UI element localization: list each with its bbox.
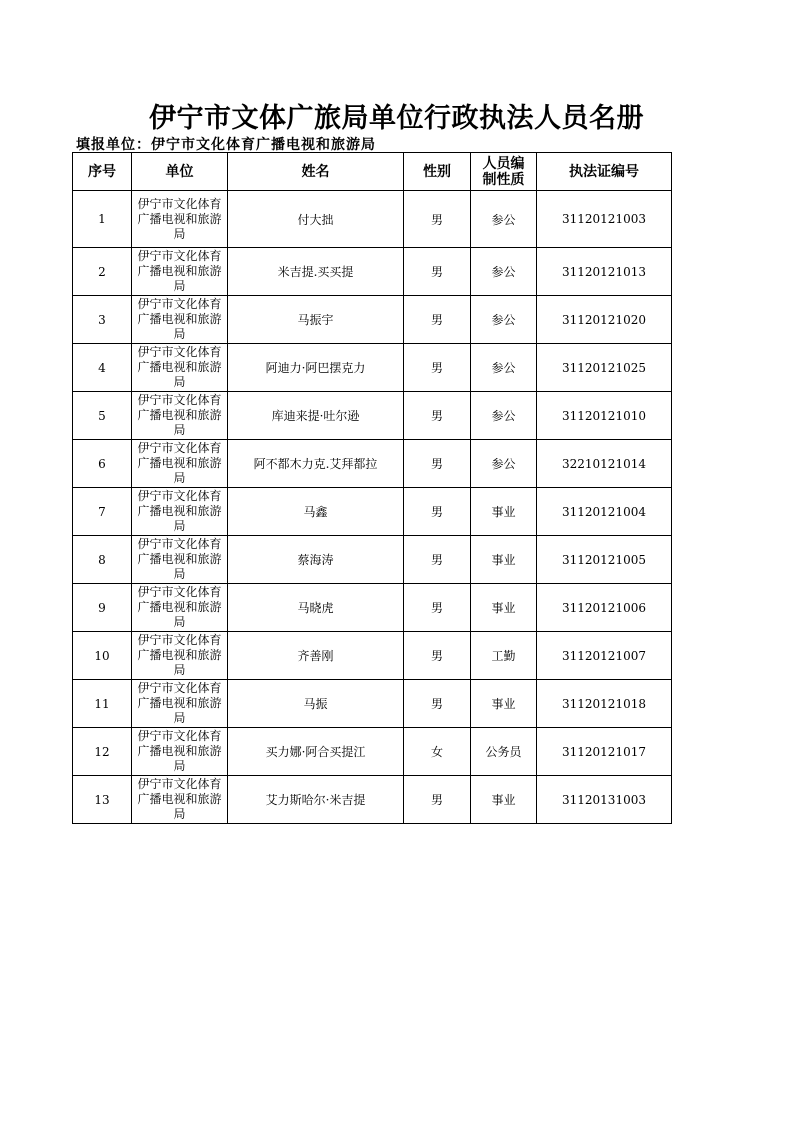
cell-unit-text: 伊宁市文化体育广播电视和旅游局 xyxy=(137,537,222,581)
cell-no: 11 xyxy=(73,680,132,728)
personnel-table xyxy=(72,152,672,824)
cell-name: 马鑫 xyxy=(228,488,404,536)
table-row xyxy=(73,680,672,728)
table-row xyxy=(73,296,672,344)
table-row xyxy=(73,191,672,248)
cell-staffing: 参公 xyxy=(471,296,537,344)
cell-unit xyxy=(132,680,228,728)
cell-unit-text: 伊宁市文化体育广播电视和旅游局 xyxy=(137,196,222,241)
cell-cert-no: 31120121003 xyxy=(537,191,672,248)
cell-no: 4 xyxy=(73,344,132,392)
cell-no: 3 xyxy=(73,296,132,344)
table-row xyxy=(73,584,672,632)
header-staffing xyxy=(471,153,537,191)
cell-unit-text: 伊宁市文化体育广播电视和旅游局 xyxy=(137,345,222,389)
table-row xyxy=(73,344,672,392)
cell-name: 阿迪力·阿巴摆克力 xyxy=(228,344,404,392)
cell-unit xyxy=(132,728,228,776)
cell-cert-no: 31120121006 xyxy=(537,584,672,632)
cell-unit-text: 伊宁市文化体育广播电视和旅游局 xyxy=(137,777,222,821)
cell-cert-no: 31120121025 xyxy=(537,344,672,392)
cell-gender: 男 xyxy=(404,248,471,296)
cell-unit xyxy=(132,392,228,440)
table-row xyxy=(73,632,672,680)
document-title: 伊宁市文体广旅局单位行政执法人员名册 xyxy=(149,103,644,134)
cell-unit xyxy=(132,488,228,536)
table-body xyxy=(73,191,672,824)
cell-no: 1 xyxy=(73,191,132,248)
cell-staffing: 参公 xyxy=(471,248,537,296)
cell-cert-no: 31120121018 xyxy=(537,680,672,728)
table-row xyxy=(73,776,672,824)
cell-unit-text: 伊宁市文化体育广播电视和旅游局 xyxy=(137,681,222,725)
cell-unit-text: 伊宁市文化体育广播电视和旅游局 xyxy=(137,249,222,293)
cell-unit xyxy=(132,344,228,392)
cell-gender: 男 xyxy=(404,344,471,392)
cell-staffing: 事业 xyxy=(471,584,537,632)
cell-gender: 男 xyxy=(404,632,471,680)
cell-unit-text: 伊宁市文化体育广播电视和旅游局 xyxy=(137,585,222,629)
table-row xyxy=(73,392,672,440)
cell-staffing: 参公 xyxy=(471,440,537,488)
cell-unit-text: 伊宁市文化体育广播电视和旅游局 xyxy=(137,729,222,773)
cell-gender: 男 xyxy=(404,191,471,248)
cell-staffing: 参公 xyxy=(471,392,537,440)
table-row xyxy=(73,488,672,536)
header-no: 序号 xyxy=(73,153,132,191)
cell-gender: 男 xyxy=(404,680,471,728)
cell-cert-no: 31120121004 xyxy=(537,488,672,536)
cell-unit xyxy=(132,440,228,488)
cell-no: 9 xyxy=(73,584,132,632)
table-row xyxy=(73,536,672,584)
cell-name: 蔡海涛 xyxy=(228,536,404,584)
cell-no: 2 xyxy=(73,248,132,296)
cell-no: 5 xyxy=(73,392,132,440)
cell-no: 7 xyxy=(73,488,132,536)
cell-name: 库迪来提·吐尔逊 xyxy=(228,392,404,440)
cell-staffing: 事业 xyxy=(471,680,537,728)
cell-name: 齐善刚 xyxy=(228,632,404,680)
cell-gender: 男 xyxy=(404,440,471,488)
cell-unit-text: 伊宁市文化体育广播电视和旅游局 xyxy=(137,441,222,485)
cell-no: 8 xyxy=(73,536,132,584)
cell-gender: 男 xyxy=(404,776,471,824)
table-row xyxy=(73,728,672,776)
table-header-row xyxy=(73,153,672,191)
cell-staffing: 事业 xyxy=(471,536,537,584)
header-name: 姓名 xyxy=(228,153,404,191)
cell-name: 阿不都木力克.艾拜都拉 xyxy=(228,440,404,488)
cell-staffing: 参公 xyxy=(471,344,537,392)
header-unit: 单位 xyxy=(132,153,228,191)
cell-unit xyxy=(132,584,228,632)
cell-unit-text: 伊宁市文化体育广播电视和旅游局 xyxy=(137,633,222,677)
cell-cert-no: 31120121007 xyxy=(537,632,672,680)
cell-staffing: 事业 xyxy=(471,488,537,536)
cell-gender: 女 xyxy=(404,728,471,776)
cell-unit xyxy=(132,776,228,824)
cell-name: 付大拙 xyxy=(228,191,404,248)
cell-staffing: 事业 xyxy=(471,776,537,824)
cell-name: 米吉提.买买提 xyxy=(228,248,404,296)
cell-cert-no: 31120121013 xyxy=(537,248,672,296)
cell-name: 马振 xyxy=(228,680,404,728)
cell-unit-text: 伊宁市文化体育广播电视和旅游局 xyxy=(137,489,222,533)
cell-gender: 男 xyxy=(404,488,471,536)
cell-unit-text: 伊宁市文化体育广播电视和旅游局 xyxy=(137,297,222,341)
cell-name: 马振宇 xyxy=(228,296,404,344)
cell-cert-no: 31120121017 xyxy=(537,728,672,776)
cell-gender: 男 xyxy=(404,296,471,344)
cell-gender: 男 xyxy=(404,536,471,584)
table-row xyxy=(73,440,672,488)
cell-unit-text: 伊宁市文化体育广播电视和旅游局 xyxy=(137,393,222,437)
cell-cert-no: 31120131003 xyxy=(537,776,672,824)
cell-no: 13 xyxy=(73,776,132,824)
cell-cert-no: 31120121010 xyxy=(537,392,672,440)
cell-unit xyxy=(132,632,228,680)
cell-name: 买力娜·阿合买提江 xyxy=(228,728,404,776)
table-row xyxy=(73,248,672,296)
cell-no: 6 xyxy=(73,440,132,488)
cell-cert-no: 31120121005 xyxy=(537,536,672,584)
cell-unit xyxy=(132,536,228,584)
cell-cert-no: 31120121020 xyxy=(537,296,672,344)
cell-name: 马晓虎 xyxy=(228,584,404,632)
cell-unit xyxy=(132,248,228,296)
cell-staffing: 公务员 xyxy=(471,728,537,776)
header-gender: 性别 xyxy=(404,153,471,191)
cell-gender: 男 xyxy=(404,392,471,440)
cell-no: 12 xyxy=(73,728,132,776)
header-cert-no: 执法证编号 xyxy=(537,153,672,191)
cell-no: 10 xyxy=(73,632,132,680)
cell-unit xyxy=(132,296,228,344)
cell-staffing: 工勤 xyxy=(471,632,537,680)
cell-gender: 男 xyxy=(404,584,471,632)
cell-staffing: 参公 xyxy=(471,191,537,248)
cell-unit xyxy=(132,191,228,248)
header-staffing-label: 人员编制性质 xyxy=(482,155,525,188)
cell-name: 艾力斯哈尔·米吉提 xyxy=(228,776,404,824)
reporting-unit: 填报单位：伊宁市文化体育广播电视和旅游局 xyxy=(76,137,376,153)
cell-cert-no: 32210121014 xyxy=(537,440,672,488)
